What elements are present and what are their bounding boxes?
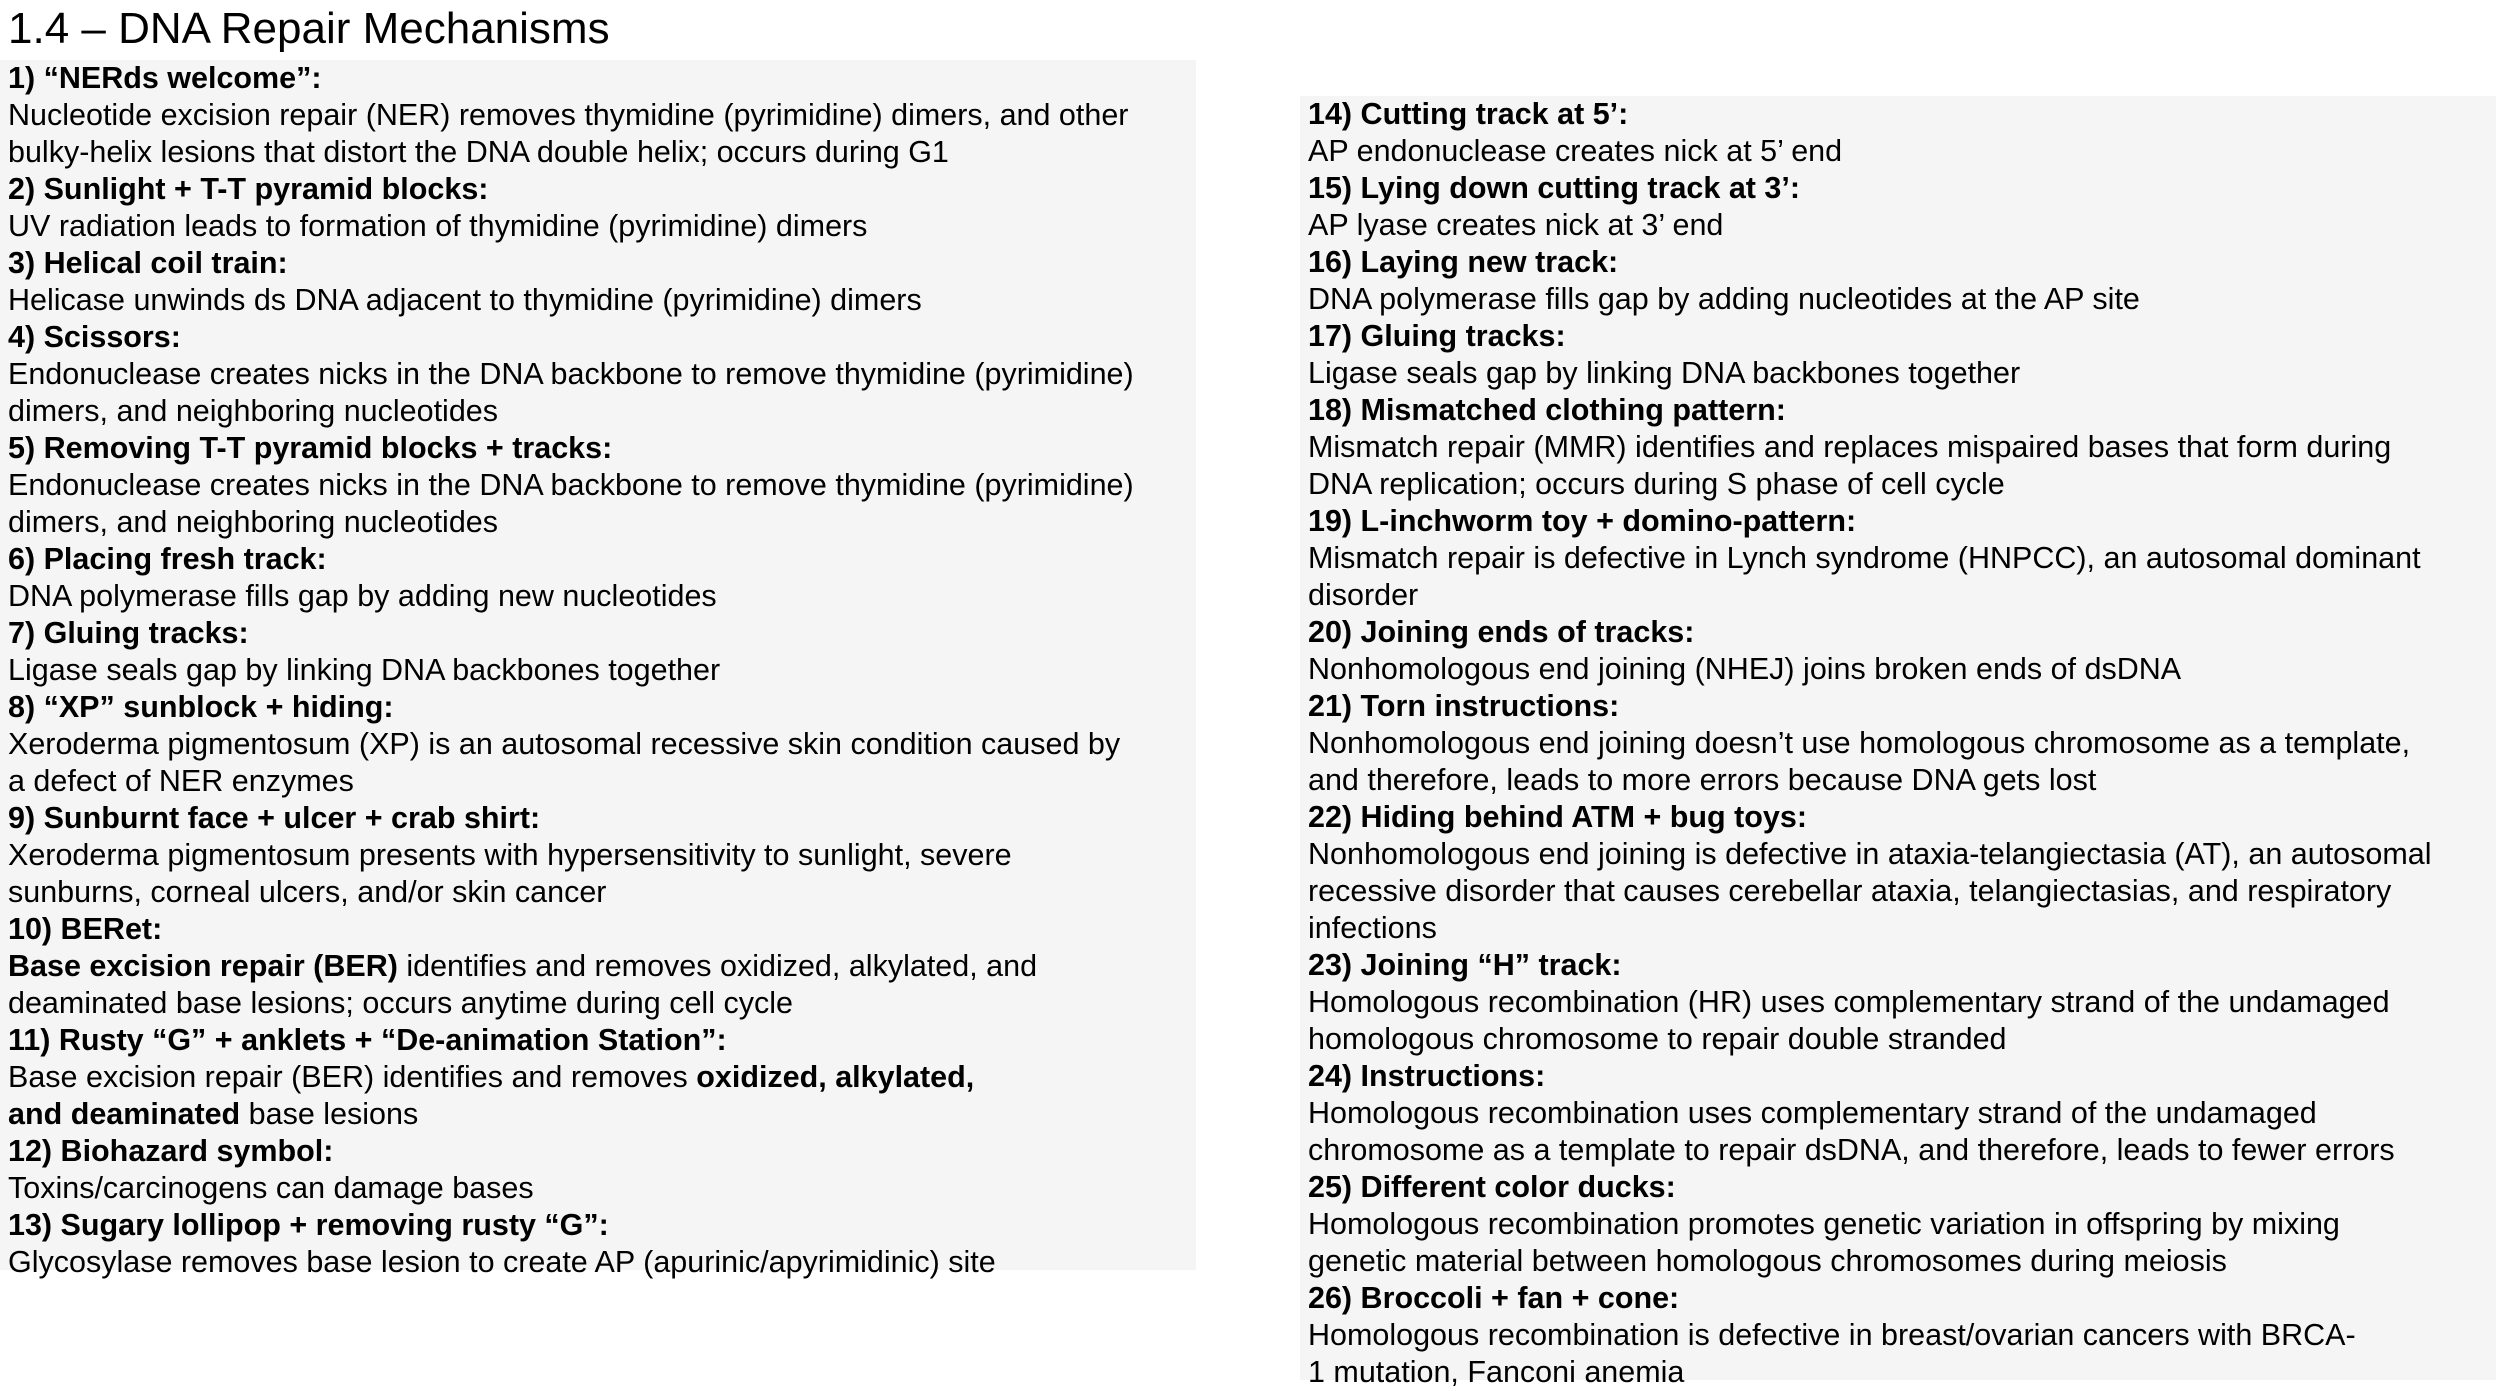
- entry-text-line: Homologous recombination (HR) uses complementary strand of the undamaged: [1308, 985, 2390, 1019]
- entry-text-line: homologous chromosome to repair double stranded: [1308, 1022, 2007, 1056]
- entry-text-line: Mismatch repair (MMR) identifies and replaces mispaired bases that form during: [1308, 430, 2392, 464]
- entry-text-line: disorder: [1308, 578, 1419, 612]
- entry-text-line: AP lyase creates nick at 3’ end: [1308, 208, 1724, 242]
- entry-text-line: Nonhomologous end joining (NHEJ) joins broken ends of dsDNA: [1308, 652, 2182, 686]
- entry-text-run: Base excision repair (BER) identifies and removes: [8, 1060, 697, 1094]
- entry-heading: 2) Sunlight + T-T pyramid blocks:: [8, 172, 489, 206]
- entry-text-line: 1 mutation, Fanconi anemia: [1308, 1355, 1685, 1389]
- entry-heading: 21) Torn instructions:: [1308, 689, 1620, 723]
- entry-12: [0, 1133, 1196, 1207]
- entry-text-line: Nonhomologous end joining doesn’t use homologous chromosome as a template,: [1308, 726, 2411, 760]
- entry-11: [0, 1022, 1196, 1133]
- entry-5: [0, 430, 1196, 541]
- entry-24: [1300, 1058, 2496, 1169]
- entry-heading: 20) Joining ends of tracks:: [1308, 615, 1695, 649]
- entry-heading: 12) Biohazard symbol:: [8, 1134, 334, 1168]
- entry-26: [1300, 1280, 2496, 1391]
- entry-text-line: Helicase unwinds ds DNA adjacent to thymidine (pyrimidine) dimers: [8, 283, 922, 317]
- entry-text-line: Nonhomologous end joining is defective in ataxia-telangiectasia (AT), an autosomal: [1308, 837, 2432, 871]
- entry-heading: 15) Lying down cutting track at 3’:: [1308, 171, 1801, 205]
- entry-13: [0, 1207, 1196, 1281]
- entry-text-line: sunburns, corneal ulcers, and/or skin cancer: [8, 875, 607, 909]
- entry-heading: 7) Gluing tracks:: [8, 616, 249, 650]
- entry-text-line: DNA polymerase fills gap by adding new nucleotides: [8, 579, 717, 613]
- bold-term: Base excision repair (BER): [8, 949, 398, 983]
- entry-text-line: Ligase seals gap by linking DNA backbones together: [1308, 356, 2021, 390]
- entry-heading: 18) Mismatched clothing pattern:: [1308, 393, 1786, 427]
- entry-6: [0, 541, 1196, 615]
- entry-heading: 11) Rusty “G” + anklets + “De-animation Station”:: [8, 1023, 727, 1057]
- entry-text-line: DNA polymerase fills gap by adding nucleotides at the AP site: [1308, 282, 2140, 316]
- entry-text-run: identifies and removes oxidized, alkylated, and: [397, 949, 1038, 983]
- entry-18: [1300, 392, 2496, 503]
- entry-text-line: Glycosylase removes base lesion to create AP (apurinic/apyrimidinic) site: [8, 1245, 996, 1279]
- entry-text-line: dimers, and neighboring nucleotides: [8, 505, 499, 539]
- entry-text-line: recessive disorder that causes cerebellar ataxia, telangiectasias, and respiratory: [1308, 874, 2392, 908]
- entry-heading: 26) Broccoli + fan + cone:: [1308, 1281, 1680, 1315]
- entry-text-line: Homologous recombination promotes genetic variation in offspring by mixing: [1308, 1207, 2340, 1241]
- right-column: [1300, 96, 2496, 1389]
- entry-9: [0, 800, 1196, 911]
- entry-4: [0, 319, 1196, 430]
- entry-22: [1300, 799, 2496, 947]
- entry-text-line: Endonuclease creates nicks in the DNA backbone to remove thymidine (pyrimidine): [8, 357, 1134, 391]
- entry-20: [1300, 614, 2496, 688]
- entry-8: [0, 689, 1196, 800]
- entry-text-line: [0, 1059, 1196, 1096]
- entry-text-line: Mismatch repair is defective in Lynch syndrome (HNPCC), an autosomal dominant: [1308, 541, 2421, 575]
- entry-19: [1300, 503, 2496, 614]
- entry-text-line: Xeroderma pigmentosum (XP) is an autosomal recessive skin condition caused by: [8, 727, 1121, 761]
- entry-2: [0, 171, 1196, 245]
- entry-heading: 4) Scissors:: [8, 320, 181, 354]
- entry-text-line: a defect of NER enzymes: [8, 764, 354, 798]
- entry-text-line: Nucleotide excision repair (NER) removes thymidine (pyrimidine) dimers, and other: [8, 98, 1129, 132]
- entry-text-line: chromosome as a template to repair dsDNA, and therefore, leads to fewer errors: [1308, 1133, 2395, 1167]
- entry-text-line: deaminated base lesions; occurs anytime during cell cycle: [8, 986, 793, 1020]
- entry-heading: 14) Cutting track at 5’:: [1308, 97, 1629, 131]
- entry-21: [1300, 688, 2496, 799]
- entry-heading: 1) “NERds welcome”:: [8, 61, 322, 95]
- entry-heading: 13) Sugary lollipop + removing rusty “G”:: [8, 1208, 609, 1242]
- entry-text-line: [0, 1096, 1196, 1133]
- entry-15: [1300, 170, 2496, 244]
- entry-text-line: Homologous recombination uses complementary strand of the undamaged: [1308, 1096, 2317, 1130]
- entry-16: [1300, 244, 2496, 318]
- entry-17: [1300, 318, 2496, 392]
- entry-text-line: AP endonuclease creates nick at 5’ end: [1308, 134, 1843, 168]
- entry-heading: 17) Gluing tracks:: [1308, 319, 1566, 353]
- entry-1: [0, 60, 1196, 171]
- page-title: 1.4 – DNA Repair Mechanisms: [8, 4, 610, 53]
- entry-heading: 10) BERet:: [8, 912, 163, 946]
- entry-heading: 25) Different color ducks:: [1308, 1170, 1676, 1204]
- entry-text-line: and therefore, leads to more errors because DNA gets lost: [1308, 763, 2097, 797]
- entry-text-line: DNA replication; occurs during S phase of cell cycle: [1308, 467, 2005, 501]
- entry-14: [1300, 96, 2496, 170]
- entry-heading: 8) “XP” sunblock + hiding:: [8, 690, 394, 724]
- entry-heading: 22) Hiding behind ATM + bug toys:: [1308, 800, 1807, 834]
- entry-heading: 23) Joining “H” track:: [1308, 948, 1622, 982]
- entry-7: [0, 615, 1196, 689]
- entry-text-line: Endonuclease creates nicks in the DNA backbone to remove thymidine (pyrimidine): [8, 468, 1134, 502]
- entry-heading: 24) Instructions:: [1308, 1059, 1546, 1093]
- entry-heading: 6) Placing fresh track:: [8, 542, 327, 576]
- entry-heading: 16) Laying new track:: [1308, 245, 1619, 279]
- entry-25: [1300, 1169, 2496, 1280]
- entry-heading: 3) Helical coil train:: [8, 246, 288, 280]
- entry-text-line: Homologous recombination is defective in breast/ovarian cancers with BRCA-: [1308, 1318, 2356, 1352]
- entry-text-line: Ligase seals gap by linking DNA backbones together: [8, 653, 721, 687]
- entry-text-line: infections: [1308, 911, 1437, 945]
- entry-heading: 19) L-inchworm toy + domino-pattern:: [1308, 504, 1857, 538]
- left-column: [0, 60, 1196, 1279]
- entry-10: [0, 911, 1196, 1022]
- entry-3: [0, 245, 1196, 319]
- entry-text-line: genetic material between homologous chromosomes during meiosis: [1308, 1244, 2227, 1278]
- entry-text-line: Xeroderma pigmentosum presents with hypersensitivity to sunlight, severe: [8, 838, 1012, 872]
- entry-text-line: dimers, and neighboring nucleotides: [8, 394, 499, 428]
- entry-text-line: bulky-helix lesions that distort the DNA double helix; occurs during G1: [8, 135, 949, 169]
- entry-text-run: base lesions: [240, 1097, 419, 1131]
- entry-text-line: Toxins/carcinogens can damage bases: [8, 1171, 534, 1205]
- entry-heading: 9) Sunburnt face + ulcer + crab shirt:: [8, 801, 541, 835]
- bold-term: and deaminated: [8, 1097, 241, 1131]
- entry-heading: 5) Removing T-T pyramid blocks + tracks:: [8, 431, 613, 465]
- bold-term: oxidized, alkylated,: [696, 1060, 975, 1094]
- entry-text-line: UV radiation leads to formation of thymidine (pyrimidine) dimers: [8, 209, 868, 243]
- entry-text-line: [0, 948, 1196, 985]
- entry-23: [1300, 947, 2496, 1058]
